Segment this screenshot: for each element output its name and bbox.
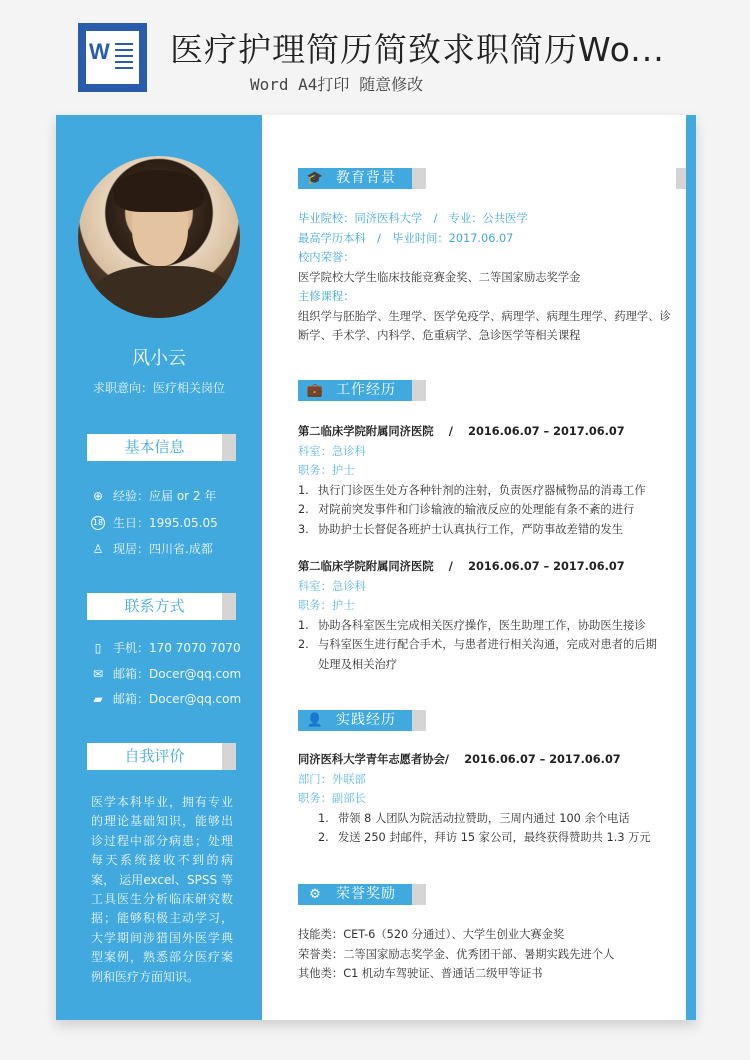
honor-item: 荣誉类：二等国家励志奖学金、优秀团干部、暑期实践先进个人 [298,947,615,961]
education-school: 毕业院校：同济医科大学 / 专业：公共医学 [298,212,528,225]
avatar-photo [78,156,240,318]
job-intent: 求职意向：医疗相关岗位 [92,381,225,395]
section-honors: ⚙ 荣誉奖励 [298,884,426,905]
info-birthday: 18 生日：1995.05.05 [92,516,218,530]
person-icon: 👤 [306,713,324,728]
education-honor-label: 校内荣誉： [298,251,355,264]
job-heading: 第二临床学院附属同济医院 / 2016.06.07 – 2017.06.07 [298,425,625,438]
list-item: 1. 带领 8 人团队为院活动拉赞助，三周内通过 100 余个电话 [318,811,630,825]
practice-dept: 部门：外联部 [298,772,366,786]
list-item: 3. 协助护士长督促各班护士认真执行工作，严防事故差错的发生 [298,522,624,536]
birthday-18-icon: 18 [91,516,105,530]
practice-role: 职务：副部长 [298,792,366,805]
work-job [298,422,678,539]
candidate-name: 风小云 [132,348,186,369]
crosshair-icon: ⊕ [92,488,104,503]
person-location-icon: ♙ [92,541,104,556]
list-item: 2. 与科室医生进行配合手术，与患者进行相关沟通，完成对患者的后期处理及相关治疗 [298,638,657,671]
section-basic-info: 基本信息 [87,434,236,461]
briefcase-icon: 💼 [306,383,324,398]
list-item: 2. 对院前突发事件和门诊输液的输液反应的处理能有条不紊的进行 [298,503,635,516]
education-courses: 组织学与胚胎学、生理学、医学免疫学、病理学、病理生理学、药理学、诊断学、手术学、内科学、危重病学、急诊医学等相关课程 [298,309,671,342]
education-degree: 最高学历本科 / 毕业时间：2017.06.07 [298,231,514,245]
section-self-eval: 自我评价 [87,743,236,770]
section-practice: 👤 实践经历 [298,710,426,731]
practice-heading: 同济医科大学青年志愿者协会/ 2016.06.07 – 2017.06.07 [298,753,621,766]
work-job [298,557,678,674]
education-content [298,209,678,346]
contact-phone: ▯ 手机：170 7070 7070 [91,639,241,656]
page-title: 医疗护理简历简致求职简历Wo... [170,30,665,69]
honor-item: 技能类：CET-6（520 分通过）、大学生创业大赛金奖 [298,928,565,941]
education-course-label: 主修课程： [298,290,355,303]
info-residence: ♙ 现居：四川省.成都 [92,541,213,556]
graduation-cap-icon: 🎓 [306,171,324,186]
info-experience: ⊕ 经验：应届 or 2 年 [92,488,217,503]
gear-icon: ⚙ [309,887,321,902]
practice-content [298,750,678,848]
education-honor: 医学院校大学生临床技能竞赛金奖、二等国家励志奖学金 [298,270,581,284]
contact-email-2[interactable]: ▰ 邮箱：Docer@qq.com [91,690,241,707]
word-logo-icon: W [78,23,147,92]
honors-content [298,925,678,984]
honor-item: 其他类：C1 机动车驾驶证、普通话二级甲等证书 [298,967,543,980]
page-subtitle: Word A4打印 随意修改 [250,75,424,94]
list-item: 2. 发送 250 封邮件，拜访 15 家公司，最终获得赞助共 1.3 万元 [318,831,651,844]
job-dept: 科室：急诊科 [298,579,366,593]
job-role: 职务：护士 [298,464,355,477]
job-role: 职务：护士 [298,599,355,612]
self-evaluation-text: 医学本科毕业，拥有专业的理论基础知识，能够出诊过程中部分病患；处理每天系统接收不到的病案， 运用excel、SPSS 等工具医生分析临床研究数据；能够积极主动学习，大学期间涉猎国外医学典型案例，熟悉部分医疗案例和医疗方面知识。 [91,795,233,984]
section-work: 💼 工作经历 [298,380,426,401]
right-accent-tab [676,168,686,189]
right-accent-strip [686,115,696,1020]
contact-email[interactable]: ✉ 邮箱：Docer@qq.com [92,666,242,681]
mail-icon: ✉ [92,666,104,681]
job-heading: 第二临床学院附属同济医院 / 2016.06.07 – 2017.06.07 [298,560,625,573]
section-contact: 联系方式 [87,593,236,620]
phone-icon: ▯ [94,640,102,655]
section-education: 🎓 教育背景 [298,168,426,189]
list-item: 1. 协助各科室医生完成相关医疗操作，医生助理工作，协助医生接诊 [298,618,646,632]
chat-icon: ▰ [93,691,103,706]
job-dept: 科室：急诊科 [298,444,366,458]
list-item: 1. 执行门诊医生处方各种针剂的注射，负责医疗器械物品的消毒工作 [298,483,646,497]
